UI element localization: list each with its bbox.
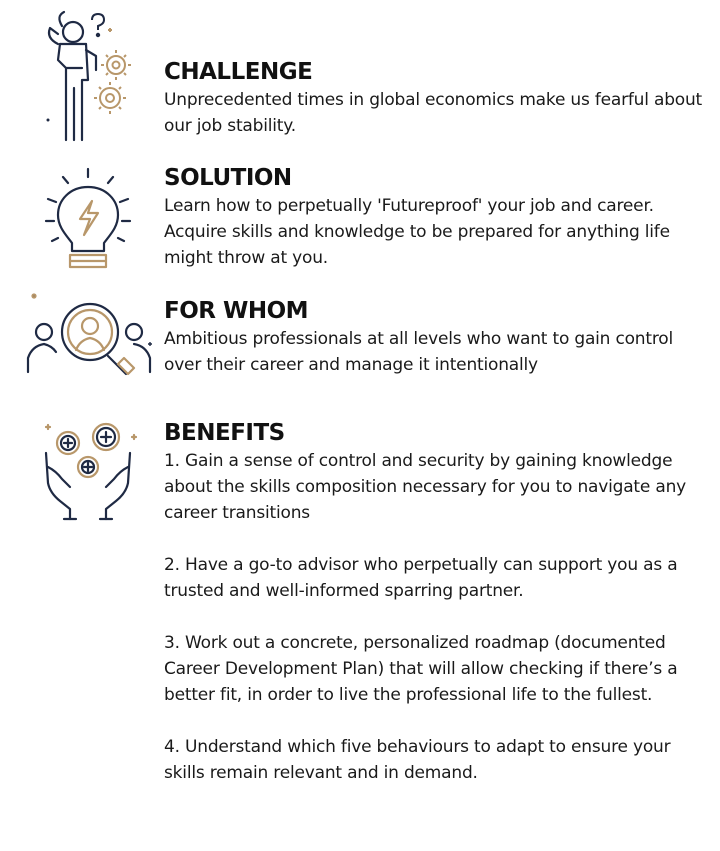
for-whom-section [164, 296, 704, 378]
challenge-text: Unprecedented times in global economics make us fearful about our job stability. [164, 90, 703, 136]
benefits-heading: BENEFITS [164, 420, 285, 446]
benefit-item-3: 3. Work out a concrete, personalized roadmap (documented Career Development Plan) that will allow checking if there’s a better fit, in order to live the professional life to the fullest. [164, 633, 678, 705]
hands-coins-icon [36, 415, 146, 525]
solution-heading: SOLUTION [164, 165, 292, 191]
for-whom-heading: FOR WHOM [164, 298, 309, 324]
challenge-heading: CHALLENGE [164, 59, 313, 85]
confused-person-gears-icon [38, 10, 138, 145]
benefit-item-1: 1. Gain a sense of control and security by gaining knowledge about the skills composition necessary for you to navigate any career transitions [164, 451, 687, 523]
people-magnifier-icon [22, 292, 162, 382]
for-whom-text: Ambitious professionals at all levels who want to gain control over their career and manage it intentionally [164, 329, 673, 375]
solution-text: Learn how to perpetually 'Futureproof' your job and career. Acquire skills and knowledge to be prepared for anything life might throw at you. [164, 196, 670, 268]
challenge-section [164, 57, 704, 139]
benefits-section [164, 418, 704, 786]
solution-section [164, 163, 704, 271]
benefit-item-2: 2. Have a go-to advisor who perpetually can support you as a trusted and well-informed sparring partner. [164, 555, 678, 601]
lightbulb-icon [38, 165, 138, 275]
benefit-item-4: 4. Understand which five behaviours to adapt to ensure your skills remain relevant and in demand. [164, 737, 671, 783]
